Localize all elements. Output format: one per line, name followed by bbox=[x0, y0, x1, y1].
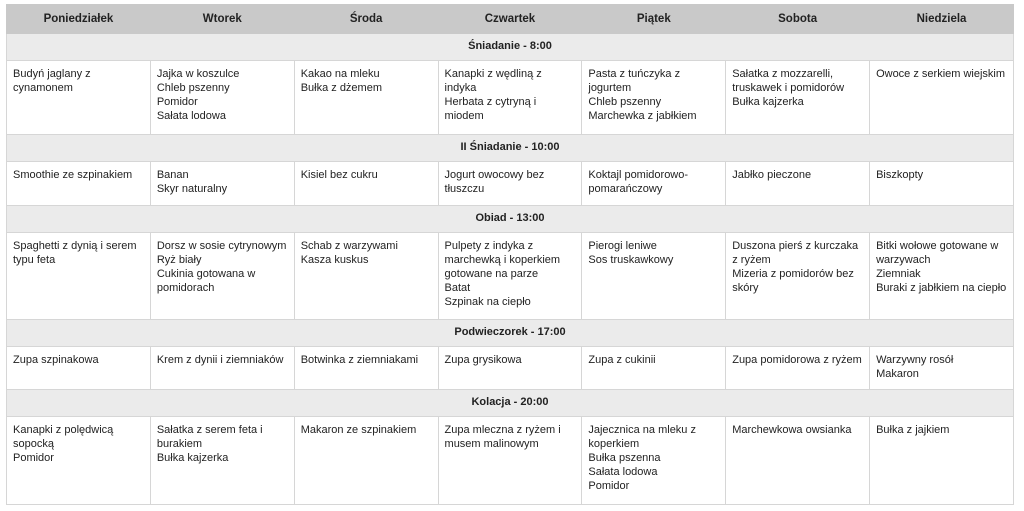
meal-cell bbox=[7, 61, 151, 135]
meal-cell bbox=[870, 61, 1014, 135]
meal-row bbox=[7, 61, 1014, 135]
meal-cell bbox=[582, 233, 726, 320]
meal-cell bbox=[294, 347, 438, 390]
meal-cell bbox=[726, 347, 870, 390]
dish-item: Smoothie ze szpinakiem bbox=[13, 169, 133, 181]
dish-item: Sałata lodowa bbox=[588, 466, 658, 478]
meal-cell bbox=[726, 61, 870, 135]
dish-item: Botwinka z ziemniakami bbox=[300, 354, 419, 366]
meal-cell bbox=[294, 417, 438, 505]
dish-item: Kasza kuskus bbox=[300, 254, 369, 266]
meal-cell bbox=[150, 417, 294, 505]
meal-cell bbox=[150, 162, 294, 206]
dish-item: Buraki z jabłkiem na ciepło bbox=[876, 282, 1007, 294]
meal-header-row bbox=[7, 206, 1014, 233]
meal-cell bbox=[870, 417, 1014, 505]
dish-item: Bitki wołowe gotowane w warzywach bbox=[876, 240, 999, 266]
dish-item: Herbata z cytryną i miodem bbox=[444, 96, 537, 122]
meal-header-row bbox=[7, 320, 1014, 347]
meal-cell bbox=[7, 347, 151, 390]
meal-cell bbox=[582, 61, 726, 135]
dish-item: Zupa pomidorowa z ryżem bbox=[732, 354, 862, 366]
meal-cell bbox=[150, 233, 294, 320]
dish-item: Jajecznica na mleku z koperkiem bbox=[588, 424, 696, 450]
meal-cell bbox=[7, 417, 151, 505]
dish-item: Mizeria z pomidorów bez skóry bbox=[732, 268, 854, 294]
meal-cell bbox=[438, 233, 582, 320]
meal-cell bbox=[726, 233, 870, 320]
meal-row bbox=[7, 417, 1014, 505]
meal-rows bbox=[7, 34, 1014, 505]
meal-cell bbox=[582, 417, 726, 505]
dish-item: Spaghetti z dynią i serem typu feta bbox=[13, 240, 137, 266]
dish-item: Chleb pszenny bbox=[588, 96, 662, 108]
dish-item: Bułka pszenna bbox=[588, 452, 661, 464]
dish-item: Szpinak na ciepło bbox=[444, 296, 531, 308]
dish-item: Marchewka z jabłkiem bbox=[588, 110, 697, 122]
meal-title: Obiad - 13:00 bbox=[7, 206, 1014, 233]
meal-cell bbox=[294, 162, 438, 206]
day-header: Sobota bbox=[726, 5, 870, 34]
day-header-row bbox=[7, 5, 1014, 34]
meal-cell bbox=[294, 61, 438, 135]
meal-cell bbox=[870, 347, 1014, 390]
dish-item: Sos truskawkowy bbox=[588, 254, 674, 266]
dish-item: Zupa grysikowa bbox=[444, 354, 522, 366]
dish-item: Pulpety z indyka z marchewką i koperkiem gotowane na parze bbox=[444, 240, 561, 280]
meal-cell bbox=[438, 61, 582, 135]
dish-item: Jajka w koszulce bbox=[156, 68, 240, 80]
meal-header-row bbox=[7, 390, 1014, 417]
meal-header-row bbox=[7, 135, 1014, 162]
dish-item: Zupa szpinakowa bbox=[13, 354, 99, 366]
dish-item: Biszkopty bbox=[876, 169, 924, 181]
day-header: Wtorek bbox=[150, 5, 294, 34]
dish-item: Duszona pierś z kurczaka z ryżem bbox=[732, 240, 859, 266]
meal-cell bbox=[150, 347, 294, 390]
meal-title: Podwieczorek - 17:00 bbox=[7, 320, 1014, 347]
dish-item: Warzywny rosół bbox=[876, 354, 954, 366]
meal-cell bbox=[150, 61, 294, 135]
dish-item: Makaron ze szpinakiem bbox=[300, 424, 417, 436]
dish-item: Makaron bbox=[876, 368, 919, 380]
dish-item: Zupa z cukinii bbox=[588, 354, 656, 366]
dish-item: Pierogi leniwe bbox=[588, 240, 657, 252]
dish-item: Sałata lodowa bbox=[156, 110, 226, 122]
dish-item: Bułka z jajkiem bbox=[876, 424, 950, 436]
meal-cell bbox=[7, 233, 151, 320]
meal-title: Kolacja - 20:00 bbox=[7, 390, 1014, 417]
dish-item: Chleb pszenny bbox=[156, 82, 230, 94]
dish-item: Bułka kajzerka bbox=[732, 96, 804, 108]
dish-item: Ryż biały bbox=[156, 254, 202, 266]
dish-item: Budyń jaglany z cynamonem bbox=[13, 68, 91, 94]
dish-item: Krem z dynii i ziemniaków bbox=[156, 354, 284, 366]
meal-title: Śniadanie - 8:00 bbox=[7, 34, 1014, 61]
day-header: Niedziela bbox=[870, 5, 1014, 34]
dish-item: Pomidor bbox=[13, 452, 54, 464]
dish-item: Owoce z serkiem wiejskim bbox=[876, 68, 1006, 80]
meal-cell bbox=[582, 162, 726, 206]
meal-cell bbox=[870, 233, 1014, 320]
meal-title: II Śniadanie - 10:00 bbox=[7, 135, 1014, 162]
dish-item: Bułka kajzerka bbox=[156, 452, 229, 464]
dish-item: Skyr naturalny bbox=[156, 183, 228, 195]
dish-item: Pasta z tuńczyka z jogurtem bbox=[588, 68, 681, 94]
dish-item: Batat bbox=[444, 282, 471, 294]
dish-item: Pomidor bbox=[156, 96, 198, 108]
dish-item: Banan bbox=[156, 169, 189, 181]
dish-item: Kanapki z polędwicą sopocką bbox=[13, 424, 114, 450]
meal-cell bbox=[438, 162, 582, 206]
dish-item: Cukinia gotowana w pomidorach bbox=[156, 268, 256, 294]
dish-item: Kakao na mleku bbox=[300, 68, 380, 80]
meal-cell bbox=[726, 417, 870, 505]
day-header: Środa bbox=[294, 5, 438, 34]
meal-row bbox=[7, 347, 1014, 390]
meal-cell bbox=[870, 162, 1014, 206]
dish-item: Kisiel bez cukru bbox=[300, 169, 378, 181]
dish-item: Ziemniak bbox=[876, 268, 921, 280]
meal-plan-table bbox=[6, 4, 1014, 505]
dish-item: Jogurt owocowy bez tłuszczu bbox=[444, 169, 545, 195]
meal-row bbox=[7, 162, 1014, 206]
dish-item: Pomidor bbox=[588, 480, 630, 492]
meal-cell bbox=[582, 347, 726, 390]
day-header: Piątek bbox=[582, 5, 726, 34]
meal-row bbox=[7, 233, 1014, 320]
meal-cell bbox=[438, 347, 582, 390]
dish-item: Marchewkowa owsianka bbox=[732, 424, 852, 436]
dish-item: Schab z warzywami bbox=[300, 240, 398, 252]
meal-cell bbox=[7, 162, 151, 206]
dish-item: Dorsz w sosie cytrynowym bbox=[156, 240, 287, 252]
day-header: Poniedziałek bbox=[7, 5, 151, 34]
dish-item: Kanapki z wędliną z indyka bbox=[444, 68, 542, 94]
meal-cell bbox=[294, 233, 438, 320]
meal-header-row bbox=[7, 34, 1014, 61]
dish-item: Zupa mleczna z ryżem i musem malinowym bbox=[444, 424, 561, 450]
dish-item: Sałatka z serem feta i burakiem bbox=[156, 424, 263, 450]
meal-cell bbox=[726, 162, 870, 206]
dish-item: Jabłko pieczone bbox=[732, 169, 812, 181]
meal-cell bbox=[438, 417, 582, 505]
day-header: Czwartek bbox=[438, 5, 582, 34]
dish-item: Bułka z dżemem bbox=[300, 82, 382, 94]
dish-item: Sałatka z mozzarelli, truskawek i pomidorów bbox=[732, 68, 845, 94]
dish-item: Koktajl pomidorowo-pomarańczowy bbox=[588, 169, 689, 195]
